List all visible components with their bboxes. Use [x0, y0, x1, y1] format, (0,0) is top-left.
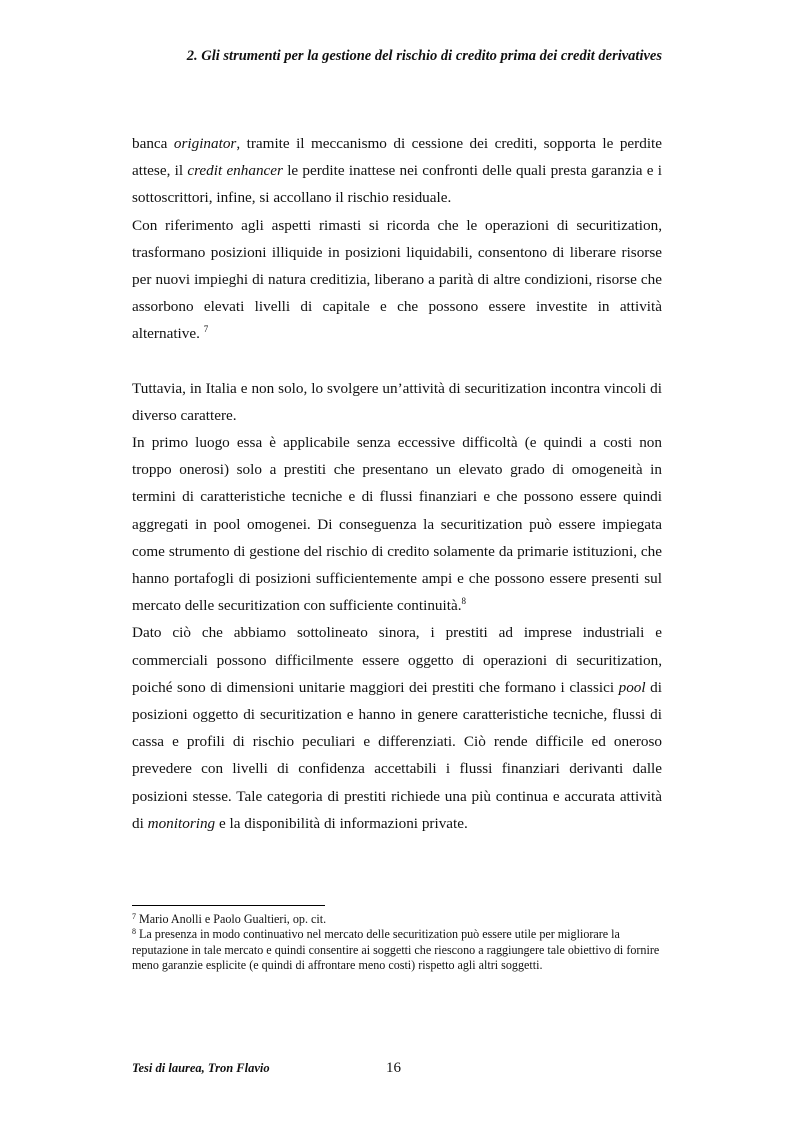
- footnotes: [132, 912, 662, 973]
- paragraph-gap: [132, 348, 662, 375]
- footnote-text: Mario Anolli e Paolo Gualtieri, op. cit.: [136, 912, 327, 926]
- footnote-number: 8: [132, 927, 136, 937]
- text-segment: , tramite il meccanismo di cessione dei crediti, sopporta le perdite attese, il: [132, 135, 662, 180]
- text-segment: e la disponibilità di informazioni private.: [215, 814, 468, 832]
- footnote-ref: 7: [203, 324, 209, 335]
- page-number: 16: [386, 1060, 401, 1076]
- italic-term: pool: [618, 678, 646, 696]
- footnote-7: [132, 912, 662, 927]
- paragraph-1: [132, 130, 662, 212]
- text-segment: di posizioni oggetto di securitization e hanno in genere caratteristiche tecniche, flussi di cassa e profili di rischio peculiari e differenziati. Ciò rende difficile ed oneroso prevedere con livelli di confidenza accettabili i flussi finanziari derivanti dalle posizioni stesse. Tale categoria di prestiti richiede una più continua e accurata attività di: [132, 678, 662, 832]
- text-segment: le perdite inattese nei confronti delle quali presta garanzia e i sottoscrittori, infine, si accollano il rischio residuale.: [132, 162, 662, 207]
- footer-author: Tesi di laurea, Tron Flavio: [132, 1061, 270, 1075]
- running-header: 2. Gli strumenti per la gestione del rischio di credito prima dei credit derivatives: [186, 48, 662, 64]
- text-segment: Tuttavia, in Italia e non solo, lo svolgere un’attività di securitization incontra vincoli di diverso carattere.: [132, 379, 662, 424]
- paragraph-4: [132, 429, 662, 619]
- footnote-text: La presenza in modo continuativo nel mercato delle securitization può essere utile per migliorare la reputazione in tale mercato e quindi consentire ai soggetti che riescono a raggiungere tale obiettivo di fornire meno garanzie esplicite (e quindi di affrontare meno costi) rispetto agli altri soggetti.: [132, 927, 660, 972]
- italic-term: credit enhancer: [187, 162, 283, 180]
- paragraph-2: [132, 212, 662, 348]
- italic-term: originator: [173, 135, 237, 152]
- text-segment: banca: [132, 135, 174, 152]
- italic-term: monitoring: [147, 814, 216, 832]
- paragraph-5: [132, 619, 662, 837]
- paragraph-3: [132, 375, 662, 429]
- text-segment: In primo luogo essa è applicabile senza eccessive difficoltà (e quindi a costi non troppo onerosi) solo a prestiti che presentano un elevato grado di omogeneità in termini di caratteristiche tecniche e di flussi finanziari e che possono essere quindi aggregati in pool omogenei. Di conseguenza la securitization può essere impiegata come strumento di gestione del rischio di credito solamente da primarie istituzioni, che hanno portafogli di posizioni sufficientemente ampi e che possono essere presenti sul mercato delle securitization con sufficiente continuità.: [132, 434, 662, 615]
- footnote-8: [132, 927, 662, 973]
- footnote-number: 7: [132, 912, 136, 921]
- body-text: [132, 130, 662, 837]
- text-segment: Dato ciò che abbiamo sottolineato sinora, i prestiti ad imprese industriali e commerciali possono difficilmente essere oggetto di operazioni di securitization, poiché sono di dimensioni unitarie maggiori dei prestiti che formano i classici: [132, 624, 662, 696]
- footnote-divider: [132, 905, 325, 906]
- footnote-ref: 8: [461, 596, 466, 607]
- text-segment: Con riferimento agli aspetti rimasti si ricorda che le operazioni di securitization, trasformano posizioni illiquide in posizioni liquidabili, consentono di liberare risorse per nuovi impieghi di natura creditizia, liberano a parità di altre condizioni, risorse che assorbono elevati livelli di capitale e che possono essere investite in attività alternative.: [132, 216, 662, 343]
